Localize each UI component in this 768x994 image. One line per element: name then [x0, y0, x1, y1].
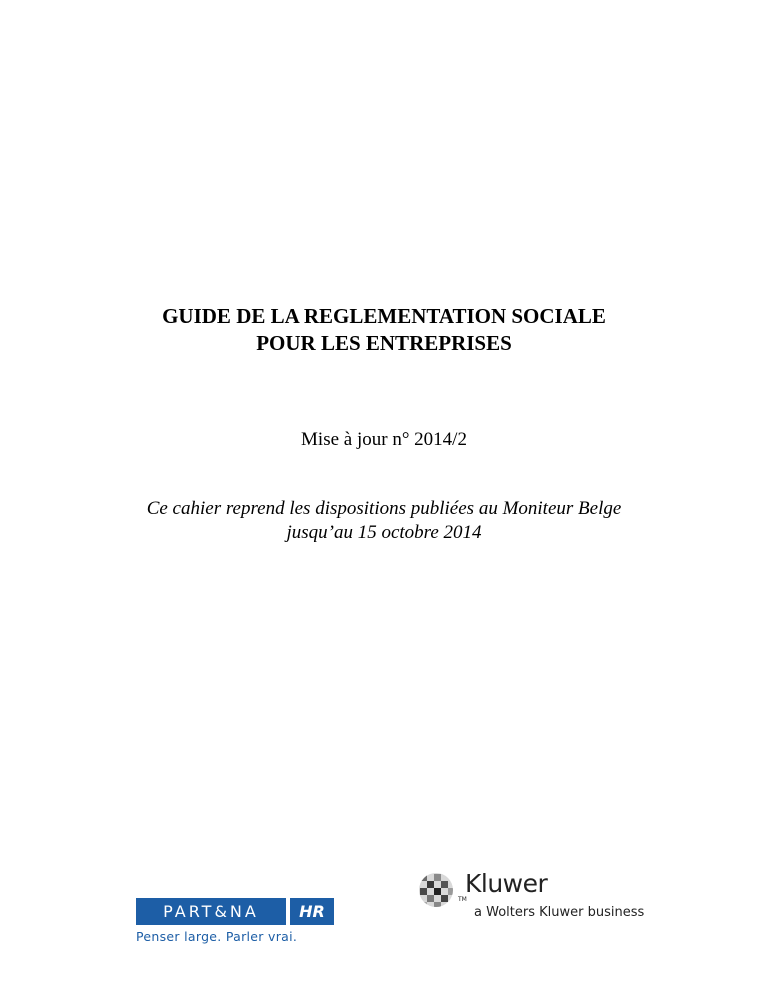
partena-slogan: Penser large. Parler vrai. [136, 929, 298, 944]
title-line-2: POUR LES ENTREPRISES [256, 331, 512, 355]
publication-note [0, 497, 768, 545]
note-line-1: Ce cahier reprend les dispositions publiées au Moniteur Belge [146, 498, 622, 519]
kluwer-tm: TM [458, 896, 467, 903]
partena-logo-bar [136, 898, 334, 925]
partena-name: PART&NA [136, 898, 286, 925]
title-line-1: GUIDE DE LA REGLEMENTATION SOCIALE [162, 304, 606, 328]
note-line-2: jusqu’au 15 octobre 2014 [286, 522, 482, 543]
kluwer-tagline: a Wolters Kluwer business [474, 905, 645, 920]
update-number: Mise à jour n° 2014/2 [301, 429, 467, 450]
partena-hr-label: HR [290, 898, 334, 925]
checkered-sphere-icon [418, 872, 458, 908]
kluwer-logo [418, 869, 678, 922]
partena-hr-logo [136, 898, 334, 944]
document-title [0, 303, 768, 357]
kluwer-name: Kluwer [465, 869, 548, 898]
